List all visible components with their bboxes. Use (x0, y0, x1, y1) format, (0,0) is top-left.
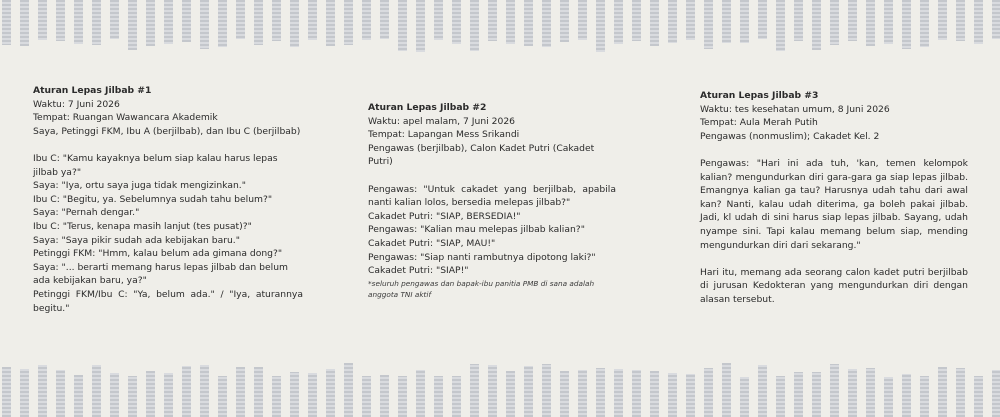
meta-line: Pengawas (berjilbab), Calon Kadet Putri (Cakadet Putri) (368, 142, 595, 168)
meta-line: Tempat: Aula Merah Putih (700, 117, 818, 129)
meta-line: Tempat: Lapangan Mess Srikandi (368, 129, 520, 141)
dialog-line: Saya: "Iya, ortu saya juga tidak mengizinkan." (33, 180, 246, 192)
paragraph: Pengawas: "Hari ini ada tuh, 'kan, temen kelompok kalian? mengundurkan diri gara-gara ga siap lepas jilbab. Emangnya kalian ga tau? Harusnya udah tahu dari awal kan? Nanti, kalau udah diterima, ga boleh pakai jilbab. Jadi, kl udah di sini harus siap lepas jilbab. Sayang, udah nyampe sini. Tapi kalau memang belum siap, mending mengundurkan diri dari sekarang." (700, 157, 968, 251)
footnote: *seluruh pengawas dan bapak-ibu panitia PMB di sana adalah anggota TNI aktif (368, 278, 595, 299)
section-rule-1 (33, 84, 303, 315)
meta-line: Saya, Petinggi FKM, Ibu A (berjilbab), dan Ibu C (berjilbab) (33, 125, 301, 137)
dialog-line: Cakadet Putri: "SIAP!" (368, 265, 469, 277)
dialog-line: Pengawas: "Siap nanti rambutnya dipotong laki?" (368, 251, 596, 263)
dialog-line: Petinggi FKM: "Hmm, kalau belum ada gimana dong?" (33, 248, 283, 260)
dialog-line: Pengawas: "Untuk cakadet yang berjilbab, apabila nanti kalian lolos, bersedia melepas jilbab?" (368, 183, 616, 209)
meta-line: Waktu: tes kesehatan umum, 8 Juni 2026 (700, 103, 890, 115)
dialog-line: Saya: "Saya pikir sudah ada kebijakan baru." (33, 234, 240, 246)
dialog-line: Ibu C: "Begitu, ya. Sebelumnya sudah tahu belum?" (33, 193, 273, 205)
dialog-line: Ibu C: "Terus, kenapa masih lanjut (tes pusat)?" (33, 220, 252, 232)
meta-line: Pengawas (nonmuslim); Cakadet Kel. 2 (700, 130, 880, 142)
section-rule-3 (700, 89, 968, 307)
meta-line: Waktu: apel malam, 7 Juni 2026 (368, 115, 516, 127)
top-stripe-border (0, 0, 1000, 60)
section-rule-2 (368, 101, 616, 300)
meta-line: Tempat: Ruangan Wawancara Akademik (33, 112, 218, 124)
bottom-stripe-border (0, 355, 1000, 417)
dialog-line: Saya: "... berarti memang harus lepas jilbab dan belum ada kebijakan baru, ya?" (33, 261, 288, 287)
dialog-line: Ibu C: "Kamu kayaknya belum siap kalau harus lepas jilbab ya?" (33, 152, 278, 178)
dialog-line: Cakadet Putri: "SIAP, MAU!" (368, 237, 496, 249)
paragraph: Hari itu, memang ada seorang calon kadet putri berjilbab di jurusan Kedokteran yang mengundurkan diri dengan alasan tersebut. (700, 266, 968, 305)
dialog-line: Cakadet Putri: "SIAP, BERSEDIA!" (368, 210, 521, 222)
section-title: Aturan Lepas Jilbab #1 (33, 85, 152, 96)
meta-line: Waktu: 7 Juni 2026 (33, 98, 120, 110)
dialog-line: Saya: "Pernah dengar." (33, 207, 140, 219)
section-title: Aturan Lepas Jilbab #3 (700, 90, 819, 101)
dialog-line: Pengawas: "Kalian mau melepas jilbab kalian?" (368, 224, 585, 236)
section-title: Aturan Lepas Jilbab #2 (368, 102, 487, 113)
dialog-line: Petinggi FKM/Ibu C: "Ya, belum ada." / "Iya, aturannya begitu." (33, 288, 303, 314)
